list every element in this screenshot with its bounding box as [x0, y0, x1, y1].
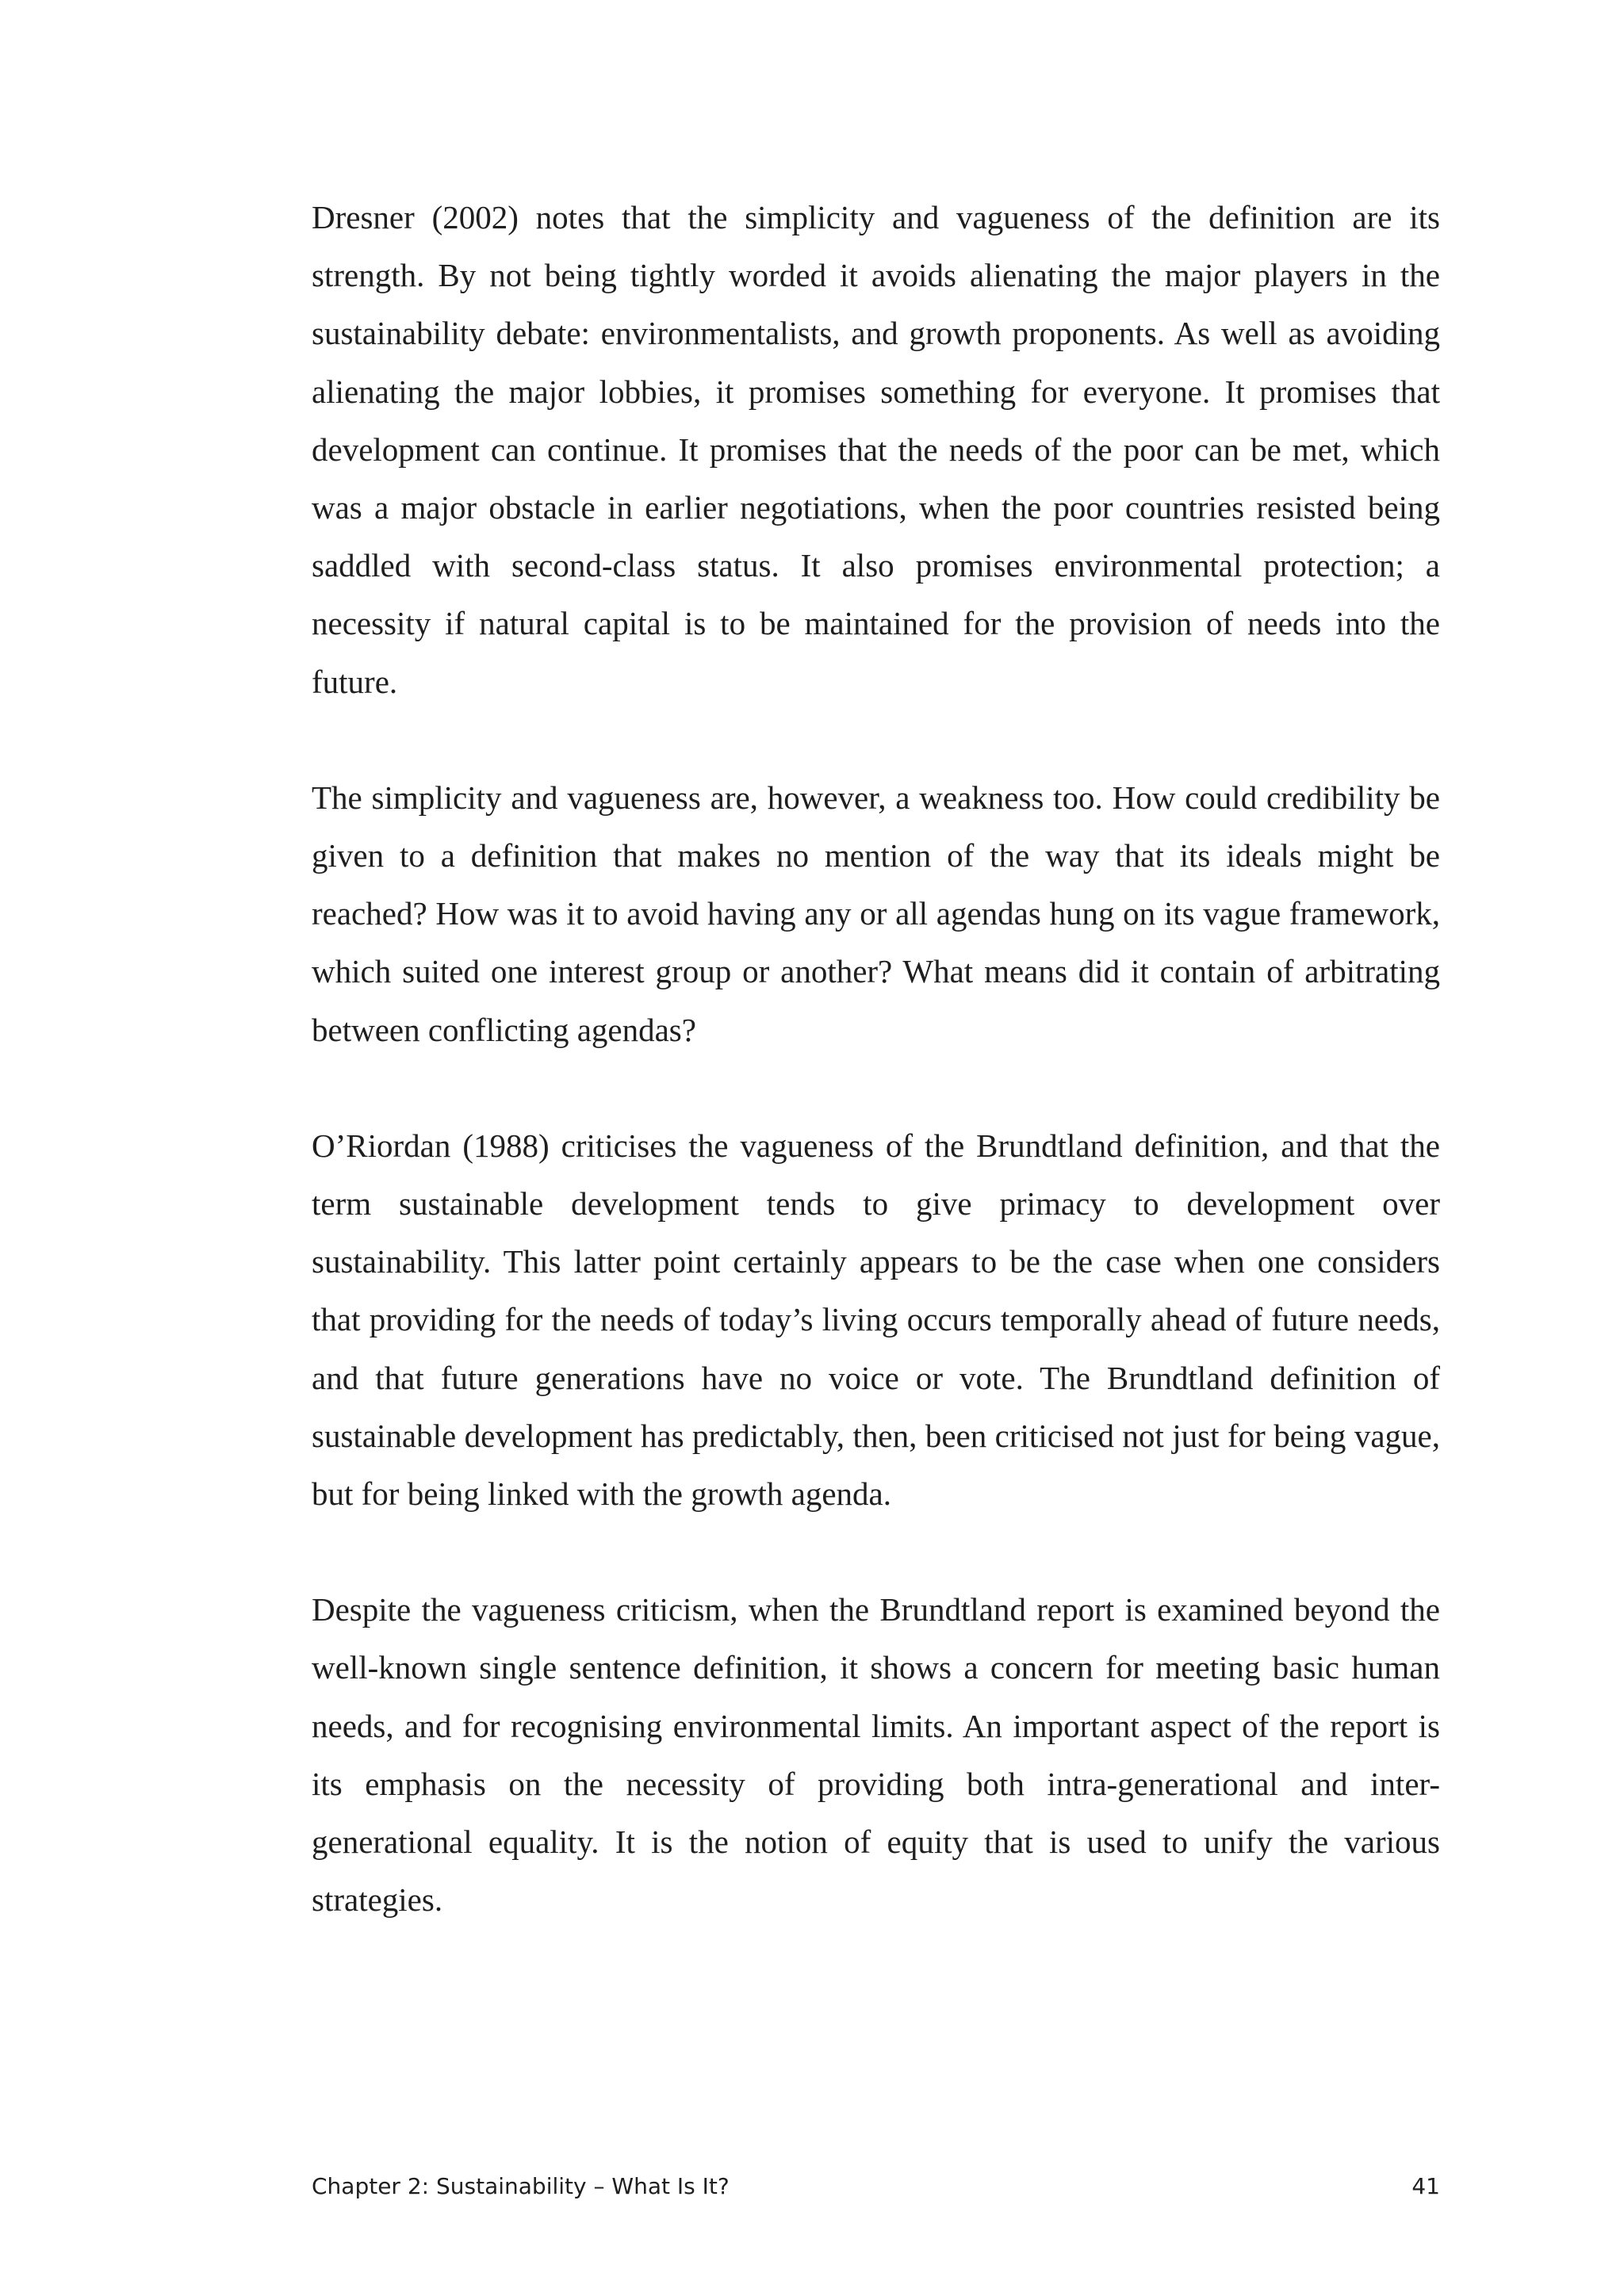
paragraph-dresner: Dresner (2002) notes that the simplicity and vagueness of the definition are its strength. By not being tightly worded it avoids alienating the major players in the sustainability debate: environmentalists, and growth proponents. As well as avoiding alienating the major lobbies, it promises something for everyone. It promises that development can continue. It promises that the needs of the poor can be met, which was a major obstacle in earlier negotiations, when the poor countries resisted being saddled with second-class status. It also promises environmental protection; a necessity if natural capital is to be maintained for the provision of needs into the future.	[312, 199, 1440, 700]
page-number: 41	[1411, 2173, 1440, 2199]
page-footer	[312, 2172, 1440, 2201]
paragraph-weakness: The simplicity and vagueness are, however, a weakness too. How could credibility be given to a definition that makes no mention of the way that its ideals might be reached? How was it to avoid having any or all agendas hung on its vague framework, which suited one interest group or another? What means did it contain of arbitrating between conflicting agendas?	[312, 779, 1440, 1048]
chapter-title: Chapter 2: Sustainability – What Is It?	[312, 2173, 730, 2199]
paragraph-brundtland-report: Despite the vagueness criticism, when the Brundtland report is examined beyond the well-known single sentence definition, it shows a concern for meeting basic human needs, and for recognising environmental limits. An important aspect of the report is its emphasis on the necessity of providing both intra-generational and inter-generational equality. It is the notion of equity that is used to unify the various strategies.	[312, 1591, 1440, 1919]
body-text	[312, 189, 1440, 1929]
paragraph-oriordan: O’Riordan (1988) criticises the vagueness of the Brundtland definition, and that the term sustainable development tends to give primacy to development over sustainability. This latter point certainly appears to be the case when one considers that providing for the needs of today’s living occurs temporally ahead of future needs, and that future generations have no voice or vote. The Brundtland definition of sustainable development has predictably, then, been criticised not just for being vague, but for being linked with the growth agenda.	[312, 1127, 1440, 1513]
